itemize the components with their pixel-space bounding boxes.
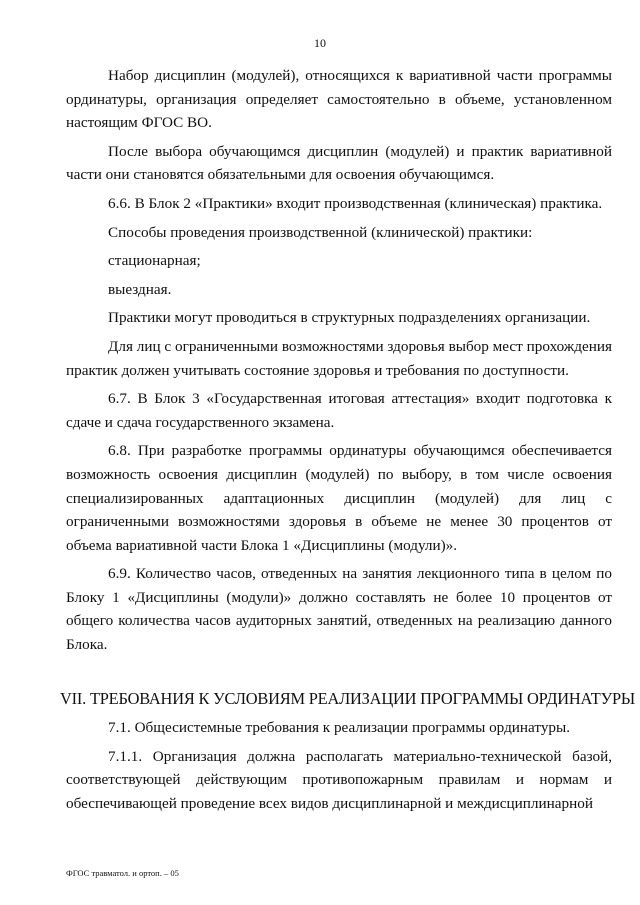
list-item-stationary: стационарная; — [108, 252, 201, 270]
paragraph-7-1-1: 7.1.1. Организация должна располагать материально-технической базой, соответствующей действующим противопожарным правилам и нормам и обеспечивающей проведение всех видов дисциплинарной и междисциплинарной — [66, 747, 612, 813]
paragraph-6-6: 6.6. В Блок 2 «Практики» входит производственная (клиническая) практика. — [108, 194, 603, 212]
paragraph-after-choice: После выбора обучающимся дисциплин (модулей) и практик вариативной части они становятся обязательными для освоения обучающимся. — [66, 142, 612, 184]
paragraph-6-7: 6.7. В Блок 3 «Государственная итоговая аттестация» входит подготовка к сдаче и сдача государственного экзамена. — [66, 390, 612, 431]
document-body — [60, 64, 635, 821]
footer-note: ФГОС травматол. и ортоп. – 05 — [66, 868, 179, 878]
section-heading: VII. ТРЕБОВАНИЯ К УСЛОВИЯМ РЕАЛИЗАЦИИ ПРОГРАММЫ ОРДИНАТУРЫ — [60, 688, 635, 708]
paragraph-variative-set: Набор дисциплин (модулей), относящихся к вариативной части программы ординатуры, организация определяет самостоятельно в объеме, установленном настоящим ФГОС ВО. — [66, 67, 612, 132]
paragraph-7-1: 7.1. Общесистемные требования к реализации программы ординатуры. — [108, 719, 571, 737]
paragraph-practice-units: Практики могут проводиться в структурных подразделениях организации. — [108, 309, 591, 327]
paragraph-disabilities: Для лиц с ограниченными возможностями здоровья выбор мест прохождения практик должен учитывать состояние здоровья и требования по доступности. — [66, 337, 612, 379]
paragraph-6-8: 6.8. При разработке программы ординатуры обучающимся обеспечивается возможность освоения дисциплин (модулей) по выбору, в том числе освоения специализированных адаптационных дисциплин (модулей) для лиц с ограниченными возможностями здоровья в объеме не менее 30 процентов от объема вариативной части Блока 1 «Дисциплины (модули)». — [66, 442, 612, 554]
page-number: 10 — [314, 36, 326, 50]
list-item-field: выездная. — [108, 280, 172, 298]
paragraph-6-9: 6.9. Количество часов, отведенных на занятия лекционного типа в целом по Блоку 1 «Дисциплины (модули)» должно составлять не более 10 процентов от общего количества часов аудиторных занятий, отведенных на реализацию данного Блока. — [66, 565, 612, 654]
paragraph-practice-methods: Способы проведения производственной (клинической) практики: — [108, 223, 533, 241]
